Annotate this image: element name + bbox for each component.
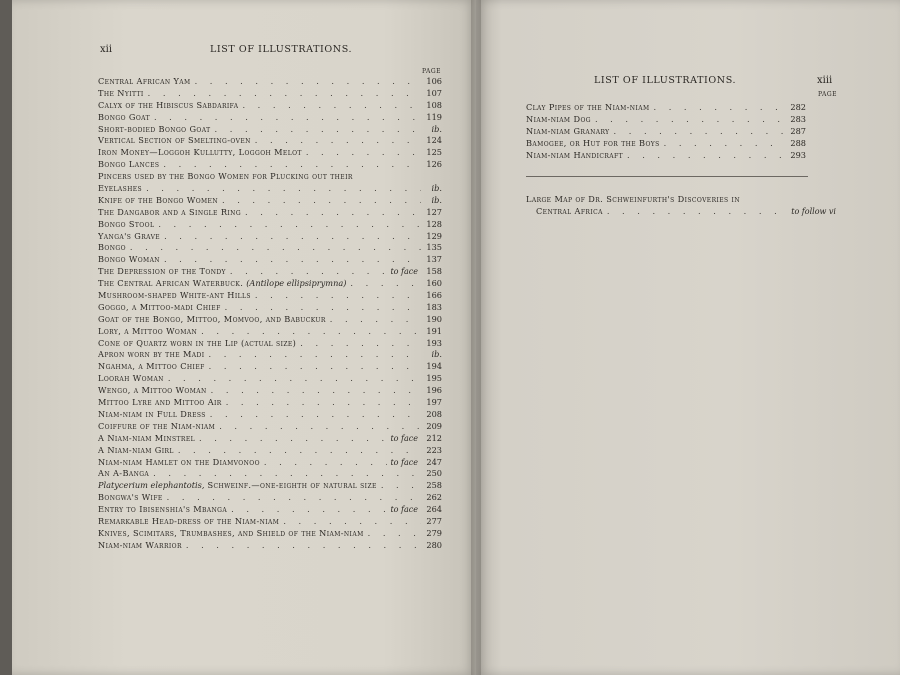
page-reference: 195 [426,373,442,384]
leader-dots [211,385,421,397]
illustration-title-text: Central African Yam [98,76,191,86]
book-gutter [471,0,481,675]
leader-dots [195,76,421,88]
leader-dots [199,433,387,445]
illustration-title [98,326,197,338]
page-reference: ib. [431,349,442,360]
illustration-title [98,397,222,409]
page-reference: 279 [426,527,442,538]
illustration-title-text: A Niam-niam Girl [98,444,174,455]
illustration-title-text: Entry to Ibisenshia's Mbanga [98,504,228,515]
list-item [98,266,442,278]
leader-dots [381,480,421,492]
illustration-title [526,138,660,150]
leader-dots [208,349,421,361]
leader-dots [164,231,421,243]
list-item [98,492,442,504]
illustration-title-text: Cone of Quartz worn in the Lip (actual size) [98,337,297,348]
page-reference: 193 [426,337,442,348]
page-reference: 212 [426,432,442,443]
right-page [476,0,900,675]
list-item [98,480,442,492]
list-item [526,138,806,150]
list-item [98,528,442,540]
leader-dots [186,540,421,552]
map-entry-title: Large Map of Dr. Schweinfurth's Discoveries in [526,194,740,204]
page-column-label: PAGE [818,91,837,98]
illustration-title-text: Niam-niam in Full Dress [98,408,206,419]
page-reference: 223 [426,444,442,455]
placement-note: to face [390,267,418,277]
illustration-title [98,124,211,136]
list-item [98,135,442,147]
illustration-title-text: Vertical Section of Smelting-oven [98,135,251,146]
list-item [98,457,442,469]
page-reference: 247 [426,456,442,467]
leader-dots [283,516,421,528]
list-item [98,445,442,457]
list-item [98,326,442,338]
list-item [98,231,442,243]
illustration-title [98,266,226,278]
page-reference: 209 [426,420,442,431]
page-reference: 280 [426,539,442,550]
page-reference: 277 [426,515,442,526]
page-reference: 127 [426,206,442,217]
illustration-list [526,102,806,161]
illustration-title [98,100,238,112]
illustration-title [98,540,182,552]
page-reference: 166 [426,290,442,301]
page-reference: 208 [426,408,442,419]
illustration-title [98,147,302,159]
leader-dots [226,397,421,409]
page-reference: 137 [426,254,442,265]
list-item [98,302,442,314]
page-reference: 282 [790,102,806,112]
list-item [526,114,806,126]
placement-note: to face [390,433,418,443]
list-item [98,278,442,290]
illustration-title [98,433,195,445]
page-number: xii [100,44,113,55]
list-item [98,207,442,219]
list-item [98,314,442,326]
list-item [98,147,442,159]
leader-dots [242,100,421,112]
list-item [526,150,806,162]
illustration-title-text: Short-bodied Bongo Goat [98,123,211,134]
illustration-title-text: The Depression of the Tondy [98,266,226,277]
page-reference: 293 [790,149,806,160]
leader-dots [230,266,388,278]
illustration-title-text: Niam-niam Granary [526,125,610,136]
illustration-title-text: Calyx of the Hibiscus Sabdarifa [98,99,239,110]
illustration-title-text: Wengo, a Mittoo Woman [98,385,207,396]
illustration-title [98,385,207,397]
illustration-title [526,102,650,114]
leader-dots [330,314,421,326]
list-item [98,504,442,516]
list-item [98,338,442,350]
leader-dots [368,528,421,540]
leader-dots [614,126,785,138]
list-item [98,254,442,266]
illustration-title-text: Remarkable Head-dress of the Niam-niam [98,515,280,526]
list-item [98,421,442,433]
illustration-title [98,183,142,195]
map-entry-line2 [526,205,836,218]
illustration-title [98,112,150,124]
leader-dots [231,504,387,516]
list-item [526,102,806,114]
illustration-title-text: Clay Pipes of the Niam-niam [526,102,650,112]
illustration-list [98,76,442,552]
illustration-title [98,361,205,373]
leader-dots [607,205,788,217]
illustration-title [98,492,163,504]
illustration-title [98,207,241,219]
illustration-title [526,114,591,126]
leader-dots [163,159,421,171]
list-item [98,433,442,445]
leader-dots [225,302,421,314]
list-item [98,76,442,88]
illustration-title [98,504,227,516]
illustration-title-text: Niam-niam Hamlet on the Diamvonoo [98,456,260,467]
illustration-title [98,373,164,385]
illustration-title [98,445,174,457]
illustration-title-text: Knives, Scimitars, Trumbashes, and Shield of the Niam-niam [98,527,364,538]
map-entry-subtitle: Central Africa [536,206,603,216]
illustration-title [526,126,610,138]
leader-dots [130,242,421,254]
page-reference: 107 [426,87,442,98]
list-item [526,126,806,138]
list-item [98,219,442,231]
leader-dots [153,468,421,480]
list-item [98,195,442,207]
illustration-title-text: Coiffure of the Niam-niam [98,420,216,431]
page-reference: 106 [426,76,442,86]
leader-dots [664,138,785,150]
list-item [98,100,442,112]
page-number: xiii [817,75,833,86]
placement-note: to face [390,457,418,467]
illustration-title-text: Goat of the Bongo, Mittoo, Momvoo, and Babuckur [98,313,326,324]
list-item [98,88,442,100]
section-divider [526,176,808,177]
illustration-title-text: Pincers used by the Bongo Women for Plucking out their [98,171,353,182]
page-reference: 125 [426,147,442,158]
list-item [98,112,442,124]
leader-dots [178,445,421,457]
illustration-title [98,457,260,469]
illustration-title-text: Eyelashes [98,183,143,194]
illustration-title [98,88,144,100]
list-item [98,468,442,480]
leader-dots [595,114,785,126]
page-reference: 258 [426,480,442,491]
page-reference: ib. [431,194,442,205]
list-item [98,397,442,409]
leader-dots [158,219,421,231]
illustration-title [98,195,218,207]
page-reference: 194 [426,361,442,372]
illustration-title [98,314,326,326]
leader-dots [264,457,388,469]
list-item [98,242,442,254]
leader-dots [219,421,421,433]
list-item [98,349,442,361]
leader-dots [255,290,421,302]
illustration-title-text: Schweinf.—one-eighth of natural size [207,480,377,491]
illustration-title-text: The Nyitti [98,87,144,98]
illustration-title-text: Niam-niam Dog [526,113,591,124]
leader-dots [201,326,421,338]
illustration-title-text: An A-Banga [98,468,150,479]
leader-dots [350,278,421,290]
illustration-title-text: Bongo Stool [98,218,155,229]
illustration-title-text: Knife of the Bongo Women [98,194,218,205]
page-reference: 183 [426,301,442,312]
page-reference: 287 [790,125,806,136]
leader-dots [154,112,421,124]
illustration-title-text: Bongo [98,242,126,253]
list-item [98,124,442,136]
page-column-label: PAGE [422,68,441,75]
illustration-title [98,528,364,540]
page-reference: 197 [426,397,442,408]
leader-dots [148,88,421,100]
page-reference: 129 [426,230,442,241]
page-reference: 108 [426,99,442,110]
illustration-title-text: Goggo, a Mittoo-madi Chief [98,301,221,312]
leader-dots [222,195,421,207]
illustration-title-text: Niam-niam Warrior [98,539,182,550]
illustration-title [526,150,623,162]
leader-dots [255,135,421,147]
illustration-title-text: Bongo Woman [98,254,160,265]
page-reference: 288 [790,137,806,148]
leader-dots [168,373,421,385]
page-reference: 264 [426,504,442,515]
page-reference: 191 [426,325,442,336]
leader-dots [210,409,421,421]
illustration-title-text: Bongo Goat [98,111,150,122]
illustration-title-text: A Niam-niam Minstrel [98,432,195,443]
illustration-title-text: Loorah Woman [98,373,164,384]
illustration-title [98,338,296,350]
list-item [98,516,442,528]
list-item [98,183,442,195]
illustration-title-text: The Central African Waterbuck. [98,278,244,289]
leader-dots [654,102,786,114]
illustration-title-text: Mittoo Lyre and Mittoo Air [98,397,222,408]
illustration-title-text: The Dangabor and a Single Ring [98,206,242,217]
illustration-title [98,76,191,88]
illustration-title [98,231,160,243]
leader-dots [306,147,421,159]
page-reference: 262 [426,492,442,503]
illustration-title [98,242,126,254]
list-item [98,409,442,421]
page-reference: 158 [426,266,442,277]
page-reference: 196 [426,385,442,396]
leader-dots [146,183,421,195]
running-head: LIST OF ILLUSTRATIONS. [594,75,737,86]
illustration-title-text: Ngahma, a Mittoo Chief [98,361,205,372]
illustration-title [98,468,149,480]
page-reference: 135 [426,242,442,253]
illustration-title [98,349,204,361]
placement-note: to face [390,505,418,515]
left-page [12,0,476,675]
page-reference: 283 [790,113,806,124]
leader-dots [164,254,421,266]
illustration-title-text: Bongwa's Wife [98,492,163,503]
page-reference: 190 [426,313,442,324]
list-item [98,171,442,183]
page-reference: 128 [426,218,442,229]
illustration-title-italic: (Antilope ellipsiprymna) [246,278,347,289]
page-reference: ib. [431,123,442,134]
illustration-title [98,302,221,314]
page-reference: ib. [431,183,442,194]
illustration-title-text: Bamogee, or Hut for the Boys [526,137,660,148]
list-item [98,361,442,373]
illustration-title-text: Lory, a Mittoo Woman [98,325,198,336]
illustration-title-text: Bongo Lances [98,159,160,170]
list-item [98,290,442,302]
illustration-title-italic: Platycerium elephantotis, [98,480,205,491]
page-reference: 250 [426,468,442,479]
page-reference: 160 [426,278,442,289]
illustration-title [98,159,159,171]
page-reference: 119 [426,111,442,122]
leader-dots [209,361,421,373]
leader-dots [245,207,421,219]
illustration-title-text: Mushroom-shaped White-ant Hills [98,290,251,301]
list-item [98,373,442,385]
page-reference: 126 [426,159,442,170]
illustration-title [98,135,251,147]
running-head: LIST OF ILLUSTRATIONS. [210,44,353,55]
leader-dots [167,492,421,504]
map-entry-note: to follow vi [791,207,836,216]
list-item [98,540,442,552]
illustration-title [98,290,251,302]
illustration-title [98,421,215,433]
illustration-title-text: Yanga's Grave [98,230,161,241]
illustration-title [98,480,377,492]
illustration-title [98,409,206,421]
list-item [98,159,442,171]
map-entry [526,193,836,218]
leader-dots [215,124,421,136]
illustration-title-text: Apron worn by the Madi [98,349,205,360]
list-item [98,385,442,397]
illustration-title-text: Niam-niam Handicraft [526,149,623,160]
illustration-title [98,254,160,266]
illustration-title [98,219,154,231]
leader-dots [627,150,785,162]
page-reference: 124 [426,135,442,146]
illustration-title [98,171,442,183]
illustration-title-text: Iron Money—Loggoh Kullutty, Loggoh Melot [98,147,302,158]
illustration-title [98,516,279,528]
illustration-title [98,278,346,290]
leader-dots [300,338,421,350]
